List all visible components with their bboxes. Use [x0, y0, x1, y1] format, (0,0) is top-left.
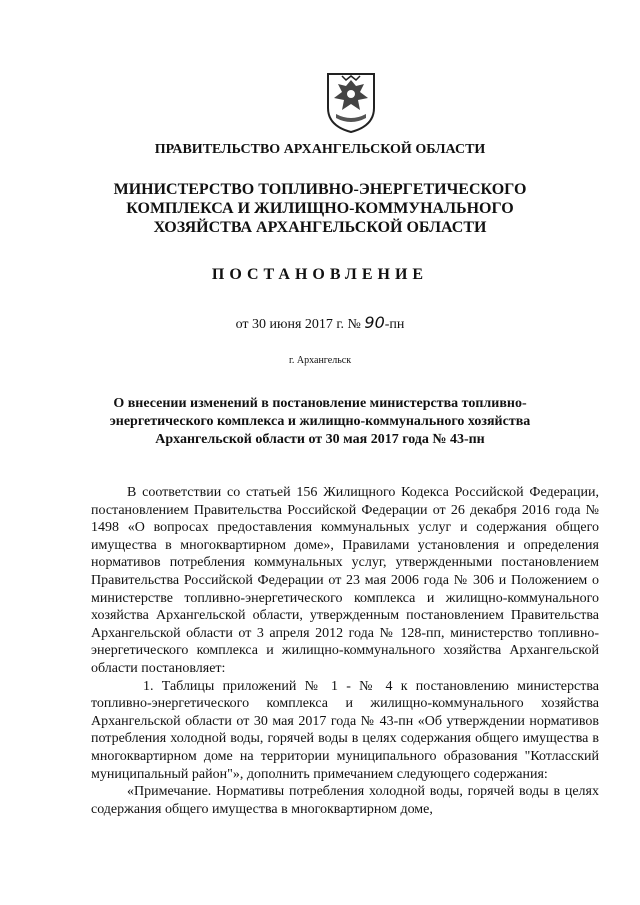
subject-line: Архангельской области от 30 мая 2017 года № 43-пн	[155, 432, 485, 447]
ministry-title	[60, 180, 580, 237]
body-paragraph: «Примечание. Нормативы потребления холодной воды, горячей воды в целях содержания общего имущества в многоквартирном доме,	[91, 784, 599, 817]
document-body	[91, 484, 599, 818]
government-title: ПРАВИТЕЛЬСТВО АРХАНГЕЛЬСКОЙ ОБЛАСТИ	[154, 142, 486, 157]
document-type: ПОСТАНОВЛЕНИЕ	[211, 266, 429, 283]
handwritten-number: 90	[364, 313, 385, 332]
ministry-title-line: КОМПЛЕКСА И ЖИЛИЩНО-КОММУНАЛЬНОГО	[126, 200, 514, 217]
subject-line: энергетического комплекса и жилищно-коммунального хозяйства	[109, 414, 531, 429]
document-subject	[60, 395, 580, 449]
body-paragraph: В соответствии со статьей 156 Жилищного Кодекса Российской Федерации, постановлением Правительства Российской Федерации от 26 декабря 2016 года № 1498 «О вопросах предоставления коммунальных услуг и содержания общего имущества в многоквартирном доме», Правилами установления и определения нормативов потребления коммунальных услуг, утвержденными постановлением Правительства Российской Федерации от 23 мая 2006 года № 306 и Положением о министерстве топливно-энергетического комплекса и жилищно-коммунального хозяйства Архангельской области, утвержденным постановлением Правительства Архангельской области от 3 апреля 2012 года № 128-пп, министерство топливно-энергетического комплекса и жилищно-коммунального хозяйства Архангельской области постановляет:	[91, 485, 599, 676]
body-paragraph: 1. Таблицы приложений № 1 - № 4 к постановлению министерства топливно-энергетического комплекса и жилищно-коммунального хозяйства Архангельской области от 30 мая 2017 года № 43-пн «Об утверждении нормативов потребления холодной воды, горячей воды в целях содержания общего имущества в многоквартирном доме на территории муниципального образования "Котласский муниципальный район"», дополнить примечанием следующего содержания:	[91, 678, 599, 782]
ministry-title-line: ХОЗЯЙСТВА АРХАНГЕЛЬСКОЙ ОБЛАСТИ	[153, 219, 487, 236]
date-prefix: от 30 июня 2017 г. №	[235, 317, 361, 332]
subject-line: О внесении изменений в постановление министерства топливно-	[113, 396, 527, 411]
city-name: г. Архангельск	[288, 355, 352, 366]
coat-of-arms-emblem	[324, 70, 378, 134]
date-line	[60, 313, 580, 333]
ministry-title-line: МИНИСТЕРСТВО ТОПЛИВНО-ЭНЕРГЕТИЧЕСКОГО	[113, 181, 527, 198]
number-suffix: -пн	[384, 317, 405, 332]
